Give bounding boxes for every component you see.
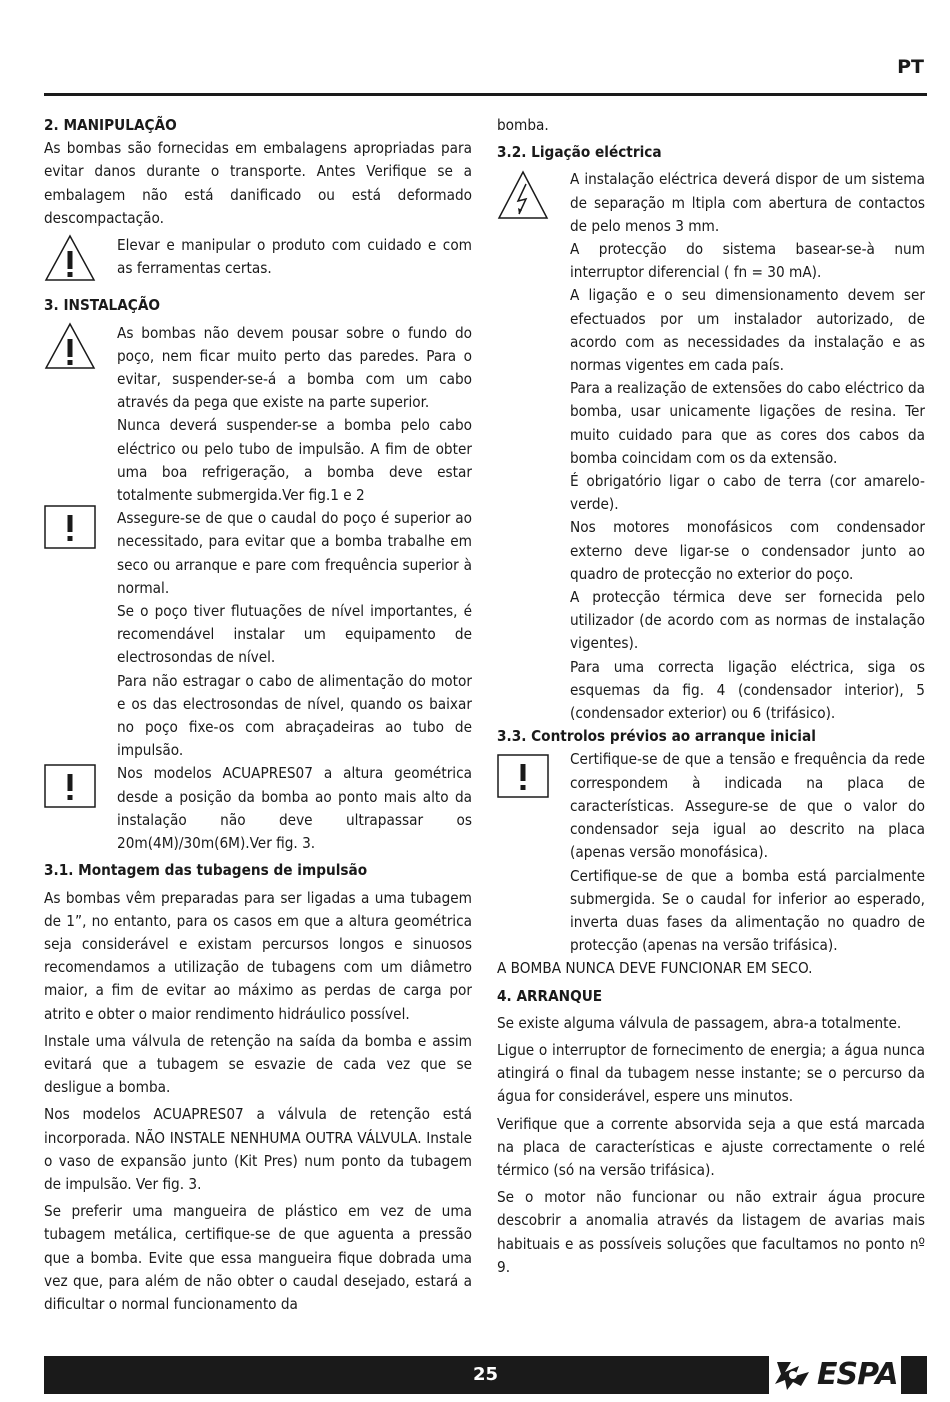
startup-paragraph: Ligue o interruptor de fornecimento de energia; a água nunca atingirá o final da tubagem nesse instante; se o percurso da água for considerável, espere uns minutos. <box>497 1040 925 1106</box>
section-2-title: 2. MANIPULAÇÃO <box>44 116 177 134</box>
section-3-1-paragraph: Nos modelos ACUAPRES07 a válvula de retenção está incorporada. NÃO INSTALE NENHUMA OUTRA VÁLVULA. Instale o vaso de expansão junto (Kit Pres) num ponto da tubagem de impulsão. Ver fig. 3. <box>44 1105 472 1193</box>
caution-box-icon <box>44 505 96 549</box>
installation-paragraph: Para não estragar o cabo de alimentação do motor e os das electrosondas de nível, quando os baixar no poço fixe-os com abraçadeiras ao tubo de impulsão. <box>117 671 472 760</box>
startup-paragraph: Se o motor não funcionar ou não extrair água procure descobrir a anomalia através da listagem de avarias mais habituais e as possíveis soluções que facultamos no ponto nº 9. <box>497 1188 925 1276</box>
checks-paragraph: Certifique-se de que a tensão e frequência da rede correspondem à indicada na placa de características. Assegure-se de que o valor do condensador seja igual ao descrito na placa (apenas versão monofásica). <box>570 750 925 862</box>
electric-paragraph: Para uma correcta ligação eléctrica, siga os esquemas da fig. 4 (condensador interior), 5 (condensador exterior) ou 6 (trifásico). <box>570 657 925 723</box>
electric-paragraph: A protecção do sistema basear-se-à num interruptor diferencial ( fn = 30 mA). <box>570 240 925 282</box>
installation-paragraph: Se o poço tiver flutuações de nível importantes, é recomendável instalar um equipamento de electrosondas de nível. <box>117 602 472 667</box>
installation-paragraph: As bombas não devem pousar sobre o fundo do poço, nem ficar muito perto das paredes. Para o evitar, suspender-se-á a bomba com um cabo através da pega que existe na parte superior. <box>117 323 472 412</box>
caution-block-flow <box>44 507 472 762</box>
installation-paragraph: Assegure-se de que o caudal do poço é superior ao necessitado, para evitar que a bomba trabalhe em seco ou arranque e pare com frequência superior à normal. <box>117 509 472 597</box>
warning-block-installation <box>44 322 472 508</box>
warning-triangle-icon <box>44 322 96 370</box>
section-3-1-paragraph: Se preferir uma mangueira de plástico em vez de uma tubagem metálica, certifique-se de que aguenta a pressão que a bomba. Evite que essa mangueira fique dobrada uma vez que, para além de não obter o caudal desejado, estará a dificultar o normal funcionamento da <box>44 1202 472 1313</box>
section-3-1-paragraph: As bombas vêm preparadas para ser ligadas a uma tubagem de 1”, no entanto, para os casos em que a altura geométrica seja considerável e existam percursos longos e sinuosos recomendamos a utilização de tubagens com um diâmetro maior, a fim de evitar ao máximo as perdas de carga por atrito e obter o maior rendimento hidráulico possível. <box>44 888 472 1023</box>
caution-block-acuapres <box>44 762 472 855</box>
page-number: 25 <box>472 1364 499 1385</box>
section-3-1-paragraph: Instale uma válvula de retenção na saída da bomba e assim evitará que a tubagem se esvazie de cada vez que se desligue a bomba. <box>44 1031 472 1097</box>
espa-logo <box>769 1356 901 1394</box>
continued-text: bomba. <box>497 116 549 134</box>
checks-paragraph: Certifique-se de que a bomba está parcialmente submergida. Se o caudal for inferior ao esperado, inverta duas fases da alimentação no quadro de protecção (apenas na versão trifásica). <box>570 866 925 955</box>
caution-box-icon <box>44 764 96 808</box>
electric-paragraph: Para a realização de extensões do cabo eléctrico da bomba, usar unicamente ligações de resina. Ter muito cuidado para que as cores dos cabos da bomba coincidam com os da extensão. <box>570 379 925 467</box>
section-2-paragraph: As bombas são fornecidas em embalagens apropriadas para evitar danos durante o transporte. Antes Verifique se a embalagem não está danificado ou está deformado descompactação. <box>44 139 472 227</box>
installation-paragraph: Nunca deverá suspender-se a bomba pelo cabo eléctrico ou pelo tubo de impulsão. A fim de obter uma boa refrigeração, a bomba deve estar totalmente submergida.Ver fig.1 e 2 <box>117 416 472 505</box>
installation-paragraph: Nos modelos ACUAPRES07 a altura geométrica desde a posição da bomba ao ponto mais alto da instalação não deve ultrapassar os 20m(4M)/30m(6M).Ver fig. 3. <box>117 764 472 853</box>
warning-block-handling <box>44 234 472 280</box>
electric-paragraph: A ligação e o seu dimensionamento devem ser efectuados por um instalador autorizado, de acordo com as necessidades da instalação e as normas vigentes em cada país. <box>570 286 925 375</box>
section-3-3-title: 3.3. Controlos prévios ao arranque inicial <box>497 727 816 746</box>
espa-wordmark: ESPA <box>817 1357 898 1392</box>
section-3-1-title: 3.1. Montagem das tubagens de impulsão <box>44 861 368 880</box>
right-column <box>497 114 925 1279</box>
startup-paragraph: Se existe alguma válvula de passagem, abra-a totalmente. <box>497 1013 902 1032</box>
language-code: PT <box>897 56 924 78</box>
electric-paragraph: A instalação eléctrica deverá dispor de um sistema de separação m ltipla com abertura de contactos de pelo menos 3 mm. <box>570 170 925 235</box>
caution-block-checks <box>497 748 925 957</box>
electric-block <box>497 168 925 725</box>
electric-hazard-icon <box>497 170 549 222</box>
espa-logo-symbol-icon <box>771 1356 817 1394</box>
handling-warning-text: Elevar e manipular o produto com cuidado e com as ferramentas certas. <box>117 236 472 278</box>
dry-run-warning: A BOMBA NUNCA DEVE FUNCIONAR EM SECO. <box>497 959 813 978</box>
caution-box-icon <box>497 754 549 798</box>
electric-paragraph: É obrigatório ligar o cabo de terra (cor amarelo-verde). <box>570 472 925 514</box>
warning-triangle-icon <box>44 234 96 282</box>
section-4-title: 4. ARRANQUE <box>497 986 603 1005</box>
electric-paragraph: Nos motores monofásicos com condensador externo deve ligar-se o condensador junto ao quadro de protecção no exterior do poço. <box>570 518 925 583</box>
section-3-2-title: 3.2. Ligação eléctrica <box>497 143 662 162</box>
startup-paragraph: Verifique que a corrente absorvida seja a que está marcada na placa de características e ajuste correctamente o relé térmico (só na versão trifásica). <box>497 1114 925 1179</box>
left-column <box>44 114 472 1316</box>
electric-paragraph: A protecção térmica deve ser fornecida pelo utilizador (de acordo com as normas de instalação vigentes). <box>570 588 925 653</box>
header-rule <box>44 93 927 96</box>
section-3-title: 3. INSTALAÇÃO <box>44 296 161 315</box>
footer-bar <box>44 1356 927 1394</box>
